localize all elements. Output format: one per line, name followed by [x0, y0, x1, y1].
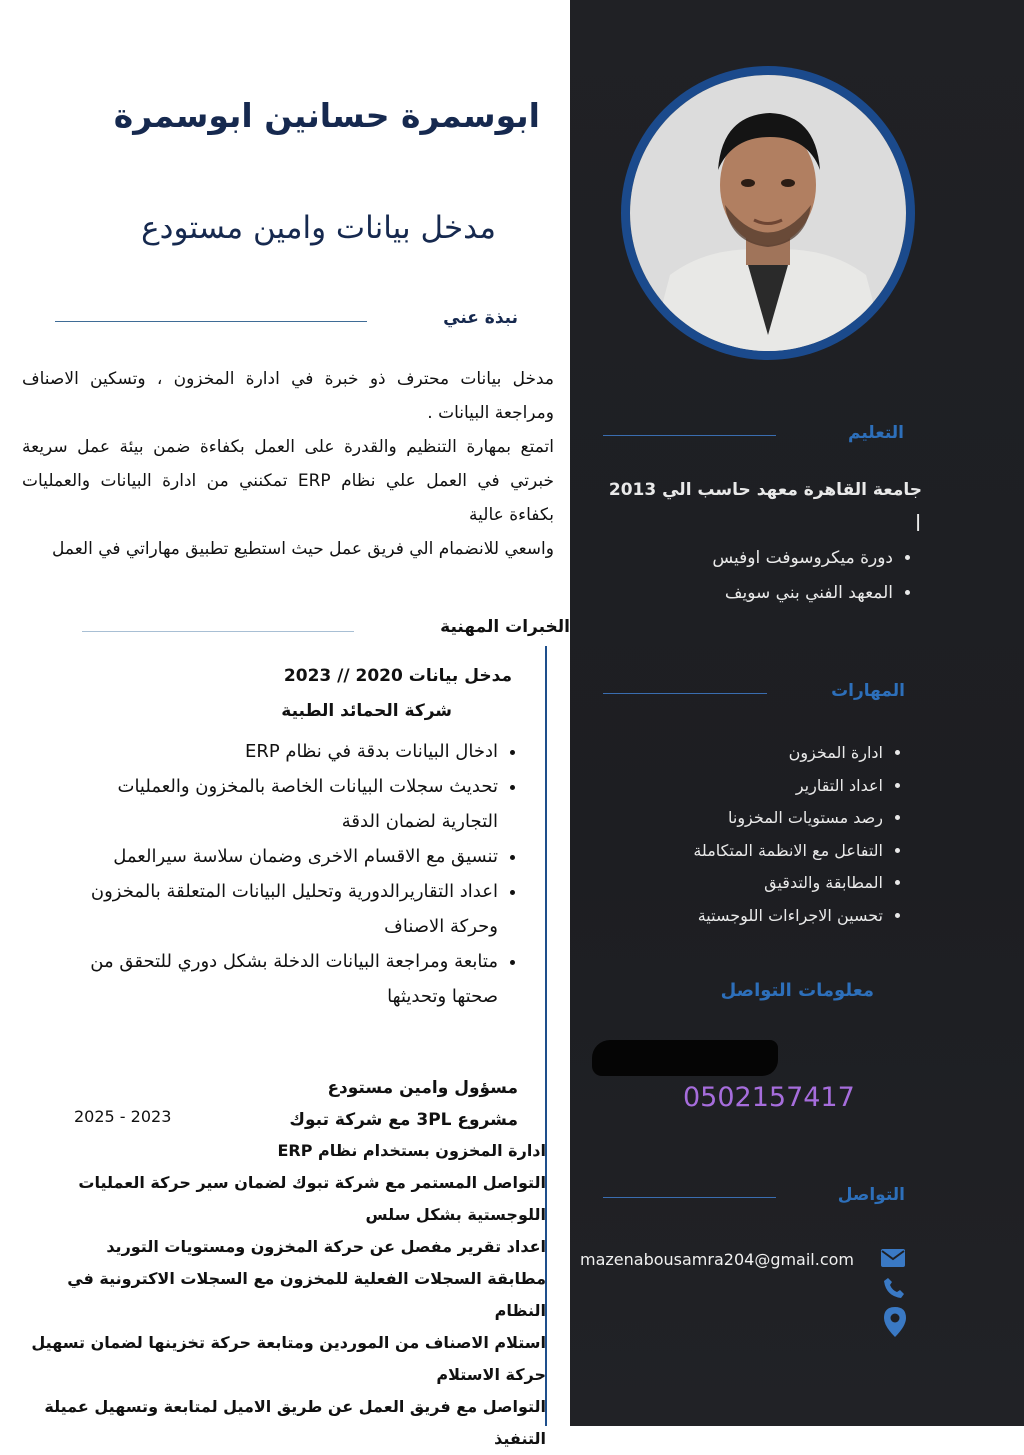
location-icon [882, 1306, 908, 1338]
job2-task: ادارة المخزون بستخدام نظام ERP [277, 1141, 546, 1160]
job1-task: • اعداد التقاريرالدورية وتحليل البيانات المتعلقة بالمخزون وحركة الاصناف [80, 874, 498, 944]
about-paragraph: اتمتع بمهارة التنظيم والقدرة على العمل بكفاءة ضمن بيئة عمل سريعة خبرتي في العمل علي نظام ERP تمكنني من ادارة البيانات والعمليات بكفاءة عالية [22, 437, 554, 525]
skill-item: • تحسين الاجراءات اللوجستية [605, 900, 883, 933]
job2-task: استلام الاصناف من الموردين ومتابعة حركة تخزينها لضمان تسهيل حركة الاستلام [31, 1333, 546, 1384]
job1-task: • تنسيق مع الاقسام الاخرى وضمان سلاسة سيرالعمل [80, 839, 498, 874]
email-icon [880, 1248, 906, 1268]
profile-photo [621, 66, 915, 360]
experience-divider [82, 631, 354, 632]
job2-task: التواصل المستمر مع شركة تبوك لضمان سير حركة العمليات اللوجستية بشكل سلس [78, 1173, 546, 1224]
education-divider [603, 435, 776, 436]
job-title: مدخل بيانات وامين مستودع [141, 210, 496, 246]
job2-title: مسؤول وامين مستودع [327, 1078, 518, 1098]
skill-item: • المطابقة والتدقيق [605, 867, 883, 900]
skill-item: • التفاعل مع الانظمة المتكاملة [605, 835, 883, 868]
job1-task-list [80, 734, 520, 1014]
job1-task: • متابعة ومراجعة البيانات الدخلة بشكل دوري للتحقق من صحتها وتحديثها [80, 944, 498, 1014]
redaction-mark [592, 1040, 778, 1076]
skills-heading: المهارات [831, 681, 905, 701]
skill-item: • رصد مستويات المخزونا [605, 802, 883, 835]
job2-task-list [20, 1135, 546, 1455]
about-heading: نبذة عني [443, 308, 518, 328]
skill-item: • اعداد التقارير [605, 770, 883, 803]
job1-title: مدخل بيانات 2020 // 2023 [283, 666, 512, 686]
education-main: جامعة القاهرة معهد حاسب الي 2013 [608, 480, 922, 500]
job2-task: التواصل مع فريق العمل عن طريق الاميل لمتابعة وتسهيل عميلة التنفيذ [44, 1397, 546, 1448]
about-paragraph: مدخل بيانات محترف ذو خبرة في ادارة المخزون ، وتسكين الاصناف ومراجعة البيانات . [22, 369, 554, 423]
phone-number: 0502157417 [683, 1082, 855, 1113]
contact-heading: التواصل [837, 1185, 905, 1205]
about-paragraph: واسعي للانضمام الي فريق عمل حيث استطيع تطبيق مهاراتي في العمل [52, 539, 554, 559]
job1-company: شركة الحمائد الطبية [281, 701, 452, 721]
skill-item: • ادارة المخزون [605, 737, 883, 770]
job1-task: • تحديث سجلات البيانات الخاصة بالمخزون والعمليات التجارية لضمان الدقة [80, 769, 498, 839]
email-address: mazenabousamra204@gmail.com [580, 1250, 855, 1269]
education-mark: | [915, 512, 922, 532]
education-item: • المعهد الفني بني سويف [610, 576, 893, 611]
avatar-icon [630, 75, 906, 351]
skills-list [605, 737, 905, 932]
education-list [610, 541, 915, 611]
job2-task: اعداد تقرير مفصل عن حركة المخزون ومستويات التوريد [106, 1237, 546, 1256]
education-heading: التعليم [848, 423, 904, 443]
contact-info-heading: معلومات التواصل [720, 980, 874, 1001]
job1-task: • ادخال البيانات بدقة في نظام ERP [80, 734, 498, 769]
skills-divider [603, 693, 767, 694]
job2-project: مشروع 3PL مع شركة تبوك [289, 1110, 518, 1130]
about-text [22, 362, 554, 566]
education-item: • دورة ميكروسوفت اوفيس [610, 541, 893, 576]
phone-icon [882, 1276, 906, 1300]
job2-task: مطابقة السجلات الفعلية للمخزون مع السجلات الاكترونية في النظام [67, 1269, 546, 1320]
job2-period: 2025 - 2023 [74, 1107, 172, 1126]
contact-divider [603, 1197, 776, 1198]
person-name: ابوسمرة حسانين ابوسمرة [113, 96, 540, 135]
experience-heading: الخبرات المهنية [440, 617, 570, 637]
about-divider [55, 321, 367, 322]
